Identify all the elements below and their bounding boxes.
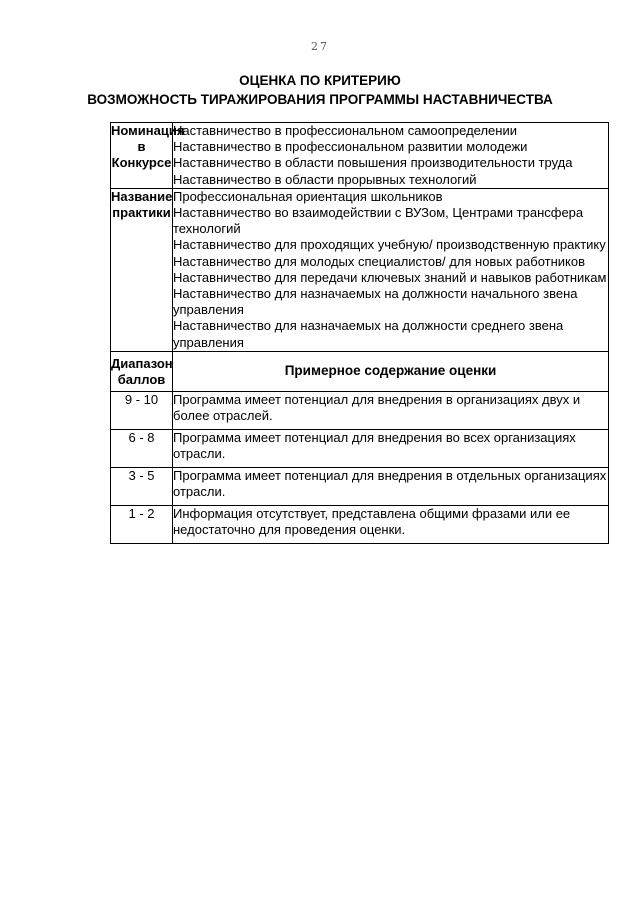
range-header-label [111, 351, 173, 391]
practice-label [111, 188, 173, 351]
practice-label-line-2: практики [112, 205, 171, 221]
document-title [0, 71, 640, 109]
range-header-line-2: баллов [117, 372, 166, 388]
content-column-title: Примерное содержание оценки [173, 351, 609, 391]
score-description: Программа имеет потенциал для внедрения в отдельных организациях отрасли. [173, 468, 609, 506]
practice-row [111, 188, 609, 351]
nomination-row [111, 123, 609, 189]
range-header-line-1: Диапазон [111, 355, 173, 371]
score-range: 1 - 2 [111, 506, 173, 544]
nomination-item: Наставничество в профессиональном развитии молодежи [173, 139, 528, 155]
page-number: 27 [311, 40, 329, 53]
score-row [111, 468, 609, 506]
nomination-label [111, 123, 185, 189]
practice-list [173, 188, 609, 351]
criteria-table [110, 122, 609, 544]
score-description: Программа имеет потенциал для внедрения во всех организациях отрасли. [173, 430, 609, 468]
nomination-label-line-1: Номинация [111, 123, 185, 138]
score-range: 3 - 5 [111, 468, 173, 506]
title-line-1: ОЦЕНКА ПО КРИТЕРИЮ [239, 73, 401, 88]
nomination-item: Наставничество в области прорывных технологий [173, 171, 477, 187]
nomination-list [173, 123, 609, 189]
practice-item: Наставничество во взаимодействии с ВУЗом, Центрами трансфера технологий [173, 205, 584, 237]
nomination-item: Наставничество в профессиональном самоопределении [173, 123, 517, 138]
practice-item: Наставничество для назначаемых на должности начального звена управления [173, 286, 578, 318]
range-header-row [111, 351, 609, 391]
score-range: 9 - 10 [111, 392, 173, 430]
title-line-2: ВОЗМОЖНОСТЬ ТИРАЖИРОВАНИЯ ПРОГРАММЫ НАСТАВНИЧЕСТВА [87, 92, 553, 107]
score-row [111, 392, 609, 430]
practice-item: Наставничество для передачи ключевых знаний и навыков работникам [173, 269, 607, 285]
score-description: Информация отсутствует, представлена общими фразами или ее недостаточно для проведения оценки. [173, 506, 609, 544]
practice-item: Наставничество для молодых специалистов/ для новых работников [173, 253, 586, 269]
score-row [111, 506, 609, 544]
nomination-item: Наставничество в области повышения производительности труда [173, 155, 573, 171]
practice-label-line-1: Название [111, 188, 173, 204]
score-row [111, 430, 609, 468]
score-description: Программа имеет потенциал для внедрения в организациях двух и более отраслей. [173, 392, 609, 430]
score-range: 6 - 8 [111, 430, 173, 468]
practice-item: Профессиональная ориентация школьников [173, 188, 443, 204]
practice-item: Наставничество для назначаемых на должности среднего звена управления [173, 318, 564, 350]
practice-item: Наставничество для проходящих учебную/ производственную практику [173, 237, 606, 253]
nomination-label-line-2: в Конкурсе [111, 139, 172, 171]
